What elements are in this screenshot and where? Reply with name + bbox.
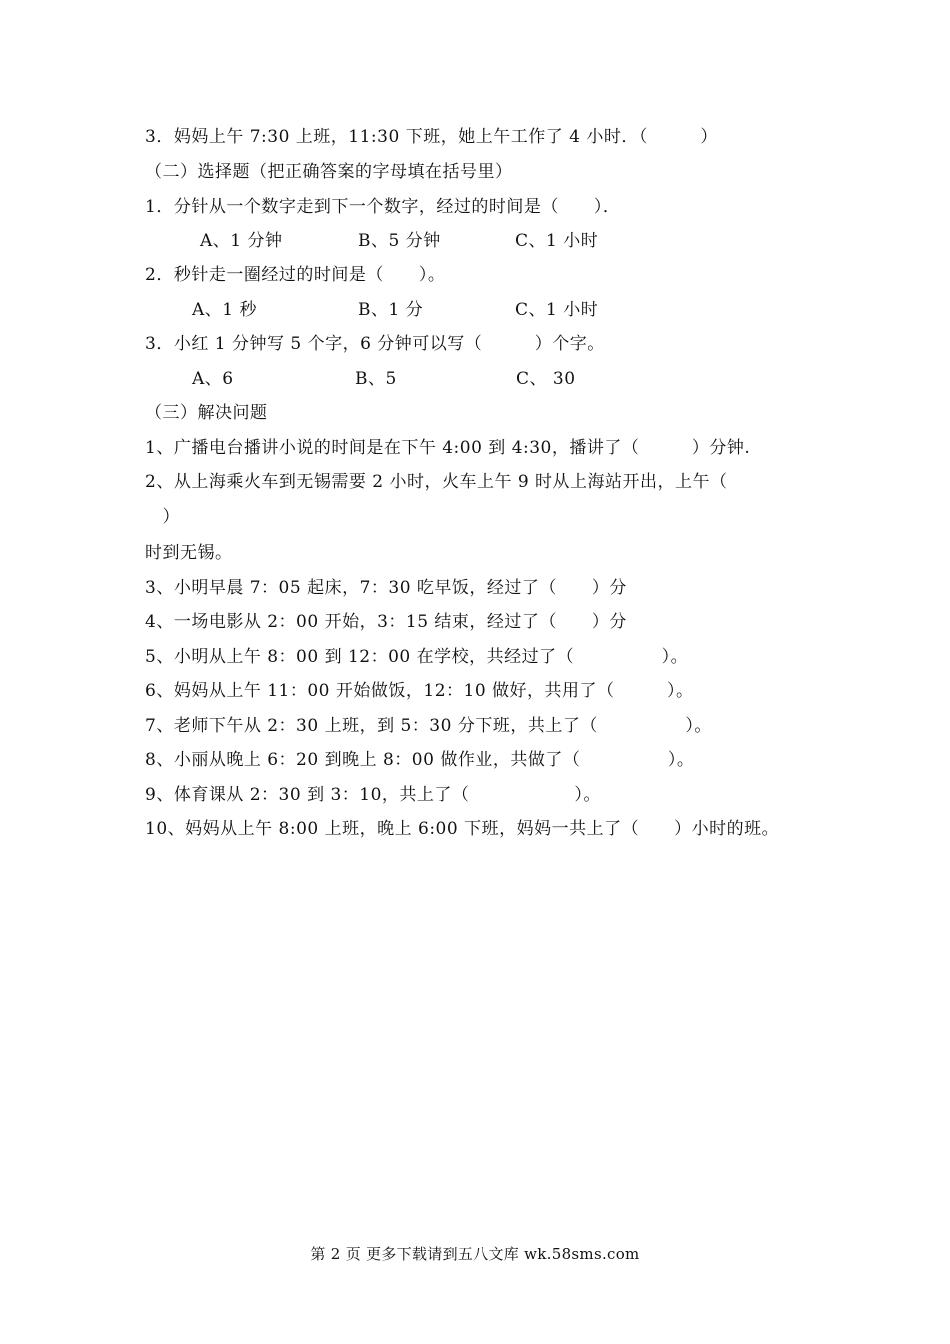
section-heading-choice: （二）选择题（把正确答案的字母填在括号里） (145, 162, 513, 182)
option-b: B、5 分钟 (358, 231, 441, 251)
page-footer: 第 2 页 更多下载请到五八文库 wk.58sms.com (310, 1245, 640, 1263)
solve-question-2-end: 时到无锡。 (145, 543, 233, 563)
option-a: A、1 分钟 (200, 231, 283, 251)
choice-options-2 (0, 299, 950, 321)
solve-question-3: 3、小明早晨 7：05 起床，7：30 吃早饭，经过了（ ）分 (145, 578, 627, 598)
option-c: C、 30 (516, 369, 576, 389)
solve-question-10: 10、妈妈从上午 8:00 上班，晚上 6:00 下班，妈妈一共上了（ ）小时的班。 (145, 819, 780, 839)
solve-question-1: 1、广播电台播讲小说的时间是在下午 4:00 到 4:30，播讲了（ ）分钟. (145, 438, 751, 458)
option-a: A、1 秒 (192, 300, 257, 320)
solve-question-2-bracket: ） (145, 507, 180, 527)
option-b: B、1 分 (358, 300, 424, 320)
solve-question-7: 7、老师下午从 2：30 上班，到 5：30 分下班，共上了（ ）。 (145, 716, 712, 736)
solve-question-8: 8、小丽从晚上 6：20 到晚上 8：00 做作业，共做了（ ）。 (145, 750, 695, 770)
section-heading-solve: （三）解决问题 (145, 403, 268, 423)
question-part1-3: 3．妈妈上午 7:30 上班，11:30 下班，她上午工作了 4 小时．（ ） (145, 127, 718, 147)
choice-options-3 (0, 368, 950, 390)
choice-question-3: 3．小红 1 分钟写 5 个字，6 分钟可以写（ ）个字。 (145, 334, 605, 354)
solve-question-2: 2、从上海乘火车到无锡需要 2 小时，火车上午 9 时从上海站开出，上午（ (145, 472, 728, 492)
solve-question-9: 9、体育课从 2：30 到 3：10，共上了（ ）。 (145, 785, 601, 805)
option-a: A、6 (192, 369, 234, 389)
choice-question-2: 2．秒针走一圈经过的时间是（ ）。 (145, 265, 446, 285)
solve-question-5: 5、小明从上午 8：00 到 12：00 在学校，共经过了（ ）。 (145, 647, 689, 667)
option-b: B、5 (355, 369, 397, 389)
choice-options-1 (0, 230, 950, 252)
choice-question-1: 1．分针从一个数字走到下一个数字，经过的时间是（ ）． (145, 197, 621, 217)
option-c: C、1 小时 (515, 300, 599, 320)
solve-question-6: 6、妈妈从上午 11：00 开始做饭，12：10 做好，共用了（ ）。 (145, 681, 694, 701)
option-c: C、1 小时 (515, 231, 599, 251)
solve-question-4: 4、一场电影从 2：00 开始，3：15 结束，经过了（ ）分 (145, 612, 627, 632)
